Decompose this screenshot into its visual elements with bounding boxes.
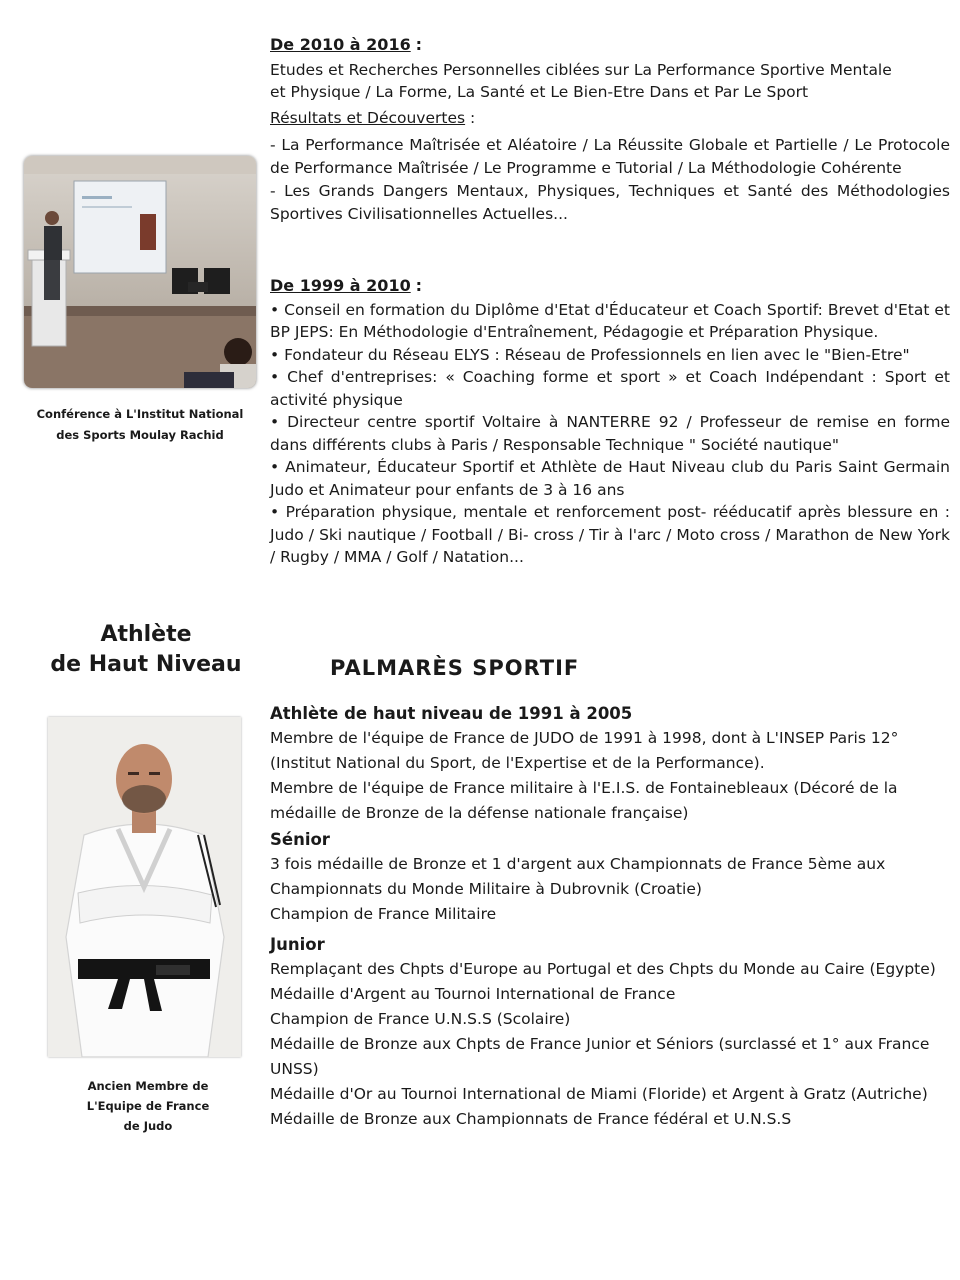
palmares-item: Médaille d'Argent au Tournoi International de France bbox=[270, 985, 676, 1003]
judo-caption bbox=[28, 1076, 268, 1136]
palmares-item: Membre de l'équipe de France militaire à l'E.I.S. de Fontainebleaux (Décoré de la médaille de Bronze de la défense nationale française) bbox=[270, 779, 898, 822]
career-item: • Chef d'entreprises: « Coaching forme et sport » et Coach Indépendant : Sport et activité physique bbox=[270, 368, 950, 409]
career-item: • Animateur, Éducateur Sportif et Athlète de Haut Niveau club du Paris Saint Germain Judo et Animateur pour enfants de 3 à 16 ans bbox=[270, 458, 950, 499]
judo-caption-line2: L'Equipe de France bbox=[86, 1099, 210, 1113]
conference-caption bbox=[20, 404, 260, 446]
section-2010-line2: et Physique / La Forme, La Santé et Le Bien-Etre Dans et Par Le Sport bbox=[270, 83, 809, 101]
palmares-item: Remplaçant des Chpts d'Europe au Portugal et des Chpts du Monde au Caire (Egypte) bbox=[270, 960, 936, 978]
judo-caption-line3: de Judo bbox=[123, 1119, 173, 1133]
results-paragraph-1: - La Performance Maîtrisée et Aléatoire / La Réussite Globale et Partielle / Le Protocole de Performance Maîtrisée / Le Programme e Tutorial / La Méthodologie Cohérente bbox=[270, 136, 950, 177]
judo-caption-line1: Ancien Membre de bbox=[87, 1079, 209, 1093]
section-2010-2016 bbox=[270, 34, 950, 225]
career-item: • Fondateur du Réseau ELYS : Réseau de Professionnels en lien avec le "Bien-Etre" bbox=[270, 345, 910, 364]
palmares-item: 3 fois médaille de Bronze et 1 d'argent aux Championnats de France 5ème aux Championnats du Monde Militaire à Dubrovnik (Croatie) bbox=[270, 855, 886, 898]
palmares-item: Médaille de Bronze aux Chpts de France Junior et Séniors (surclassé et 1° aux France UNSS) bbox=[270, 1035, 930, 1078]
section-2010-heading: De 2010 à 2016 bbox=[270, 35, 411, 54]
results-heading: Résultats et Découvertes bbox=[270, 108, 466, 127]
career-item: • Conseil en formation du Diplôme d'Etat d'Éducateur et Coach Sportif: Brevet d'Etat et BP JEPS: En Méthodologie d'Entraînement, Pédagogie et Préparation Physique. bbox=[270, 300, 950, 341]
results-colon: : bbox=[465, 108, 476, 127]
career-item: • Préparation physique, mentale et renforcement post- rééducatif après blessure en : Judo / Ski nautique / Football / Bi- cross / Tir à l'arc / Moto cross / Marathon de New York / Rugby / MMA / Golf / Natation... bbox=[270, 503, 950, 566]
palmares-item: Membre de l'équipe de France de JUDO de 1991 à 1998, dont à L'INSEP Paris 12°(Institut National du Sport, de l'Expertise et de la Performance). bbox=[270, 729, 899, 772]
palmares-title: PALMARÈS SPORTIF bbox=[330, 656, 580, 680]
palmares-item: Médaille d'Or au Tournoi International de Miami (Floride) et Argent à Gratz (Autriche) bbox=[270, 1085, 928, 1103]
athlete-heading: Athlète de haut niveau de 1991 à 2005 bbox=[270, 704, 633, 723]
section-1999-2010 bbox=[270, 275, 950, 569]
career-item: • Directeur centre sportif Voltaire à NANTERRE 92 / Professeur de remise en forme dans différents clubs à Paris / Responsable Technique " Société nautique" bbox=[270, 413, 950, 454]
section-2010-line1: Etudes et Recherches Personnelles ciblées sur La Performance Sportive Mentale bbox=[270, 60, 892, 79]
palmares-section bbox=[270, 702, 950, 1132]
senior-heading: Sénior bbox=[270, 830, 330, 849]
conference-photo bbox=[24, 156, 256, 388]
results-paragraph-2: - Les Grands Dangers Mentaux, Physiques, Techniques et Santé des Méthodologies Sportives Civilisationnelles Actuelles... bbox=[270, 182, 950, 223]
conference-caption-line1: Conférence à L'Institut National bbox=[36, 407, 244, 421]
palmares-item: Champion de France U.N.S.S (Scolaire) bbox=[270, 1010, 571, 1028]
section-1999-heading: De 1999 à 2010 bbox=[270, 276, 411, 295]
athlete-title bbox=[26, 620, 266, 680]
section-1999-colon: : bbox=[415, 276, 423, 295]
judo-athlete-photo bbox=[48, 717, 241, 1057]
junior-heading: Junior bbox=[270, 935, 325, 954]
section-2010-colon: : bbox=[415, 35, 423, 54]
conference-caption-line2: des Sports Moulay Rachid bbox=[56, 428, 224, 442]
palmares-item: Champion de France Militaire bbox=[270, 905, 497, 923]
palmares-item: Médaille de Bronze aux Championnats de France fédéral et U.N.S.S bbox=[270, 1110, 792, 1128]
athlete-title-line1: Athlète bbox=[100, 622, 192, 647]
athlete-title-line2: de Haut Niveau bbox=[50, 652, 242, 677]
